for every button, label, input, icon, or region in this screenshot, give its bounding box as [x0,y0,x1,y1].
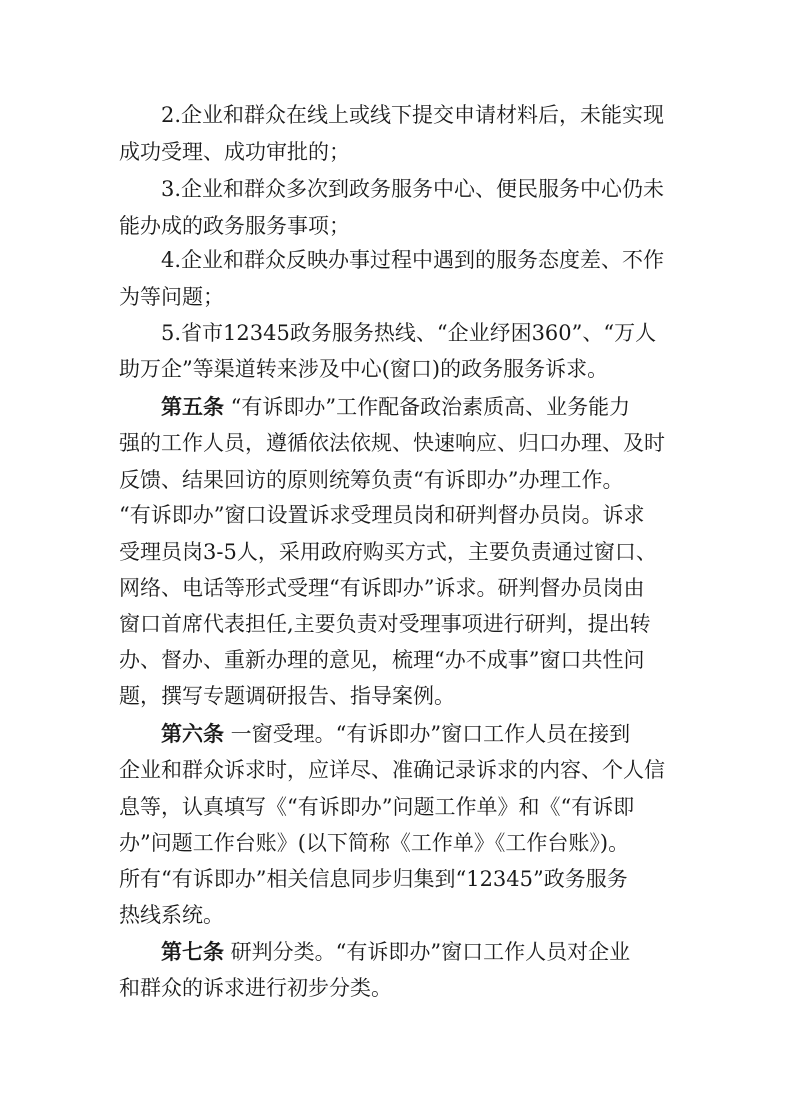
text-line: 网络、电话等形式受理“有诉即办”诉求。研判督办员岗由 [119,576,645,600]
text-line: 和群众的诉求进行初步分类。 [119,976,392,1000]
text-line: 办”问题工作台账》(以下简称《工作单》《工作台账》)。 [119,831,630,855]
article-heading: 第六条 [161,722,224,746]
text-line: 窗口首席代表担任,主要负责对受理事项进行研判，提出转 [119,612,651,636]
text-line: 企业和群众诉求时，应详尽、准确记录诉求的内容、个人信 [119,758,665,782]
article-heading: 第五条 [161,395,224,419]
text-line: 4.企业和群众反映办事过程中遇到的服务态度差、不作 [161,248,665,272]
text-line: 为等问题； [119,285,224,309]
article-line: 第五条 “有诉即办”工作配备政治素质高、业务能力 [161,395,631,419]
text-line: 反馈、结果回访的原则统筹负责“有诉即办”办理工作。 [119,468,624,492]
text-line: 5.省市12345政务服务热线、“企业纾困360”、“万人 [161,321,657,345]
text-line: 所有“有诉即办”相关信息同步归集到“12345”政务服务 [119,867,628,891]
article-heading: 第七条 [161,940,224,964]
text-line: 题，撰写专题调研报告、指导案例。 [119,684,455,708]
article-line: 第六条 一窗受理。“有诉即办”窗口工作人员在接到 [161,722,631,746]
text-line: 3.企业和群众多次到政务服务中心、便民服务中心仍未 [161,177,665,201]
text-line: 能办成的政务服务事项； [119,214,350,238]
text-line: “有诉即办”窗口设置诉求受理员岗和研判督办员岗。诉求 [119,503,645,527]
text-line: 2.企业和群众在线上或线下提交申请材料后，未能实现 [161,103,665,127]
text-line: 强的工作人员，遵循依法依规、快速响应、归口办理、及时 [119,431,665,455]
text-line: 助万企”等渠道转来涉及中心(窗口)的政务服务诉求。 [119,357,609,381]
text-line: 受理员岗3-5人，采用政府购买方式，主要负责通过窗口、 [119,540,657,564]
text-line: 成功受理、成功审批的； [119,140,350,164]
text-line: 办、督办、重新办理的意见，梳理“办不成事”窗口共性问 [119,648,645,672]
text-line: 热线系统。 [119,903,224,927]
article-line: 第七条 研判分类。“有诉即办”窗口工作人员对企业 [161,940,631,964]
text-line: 息等，认真填写《“有诉即办”问题工作单》和《“有诉即 [119,795,635,819]
